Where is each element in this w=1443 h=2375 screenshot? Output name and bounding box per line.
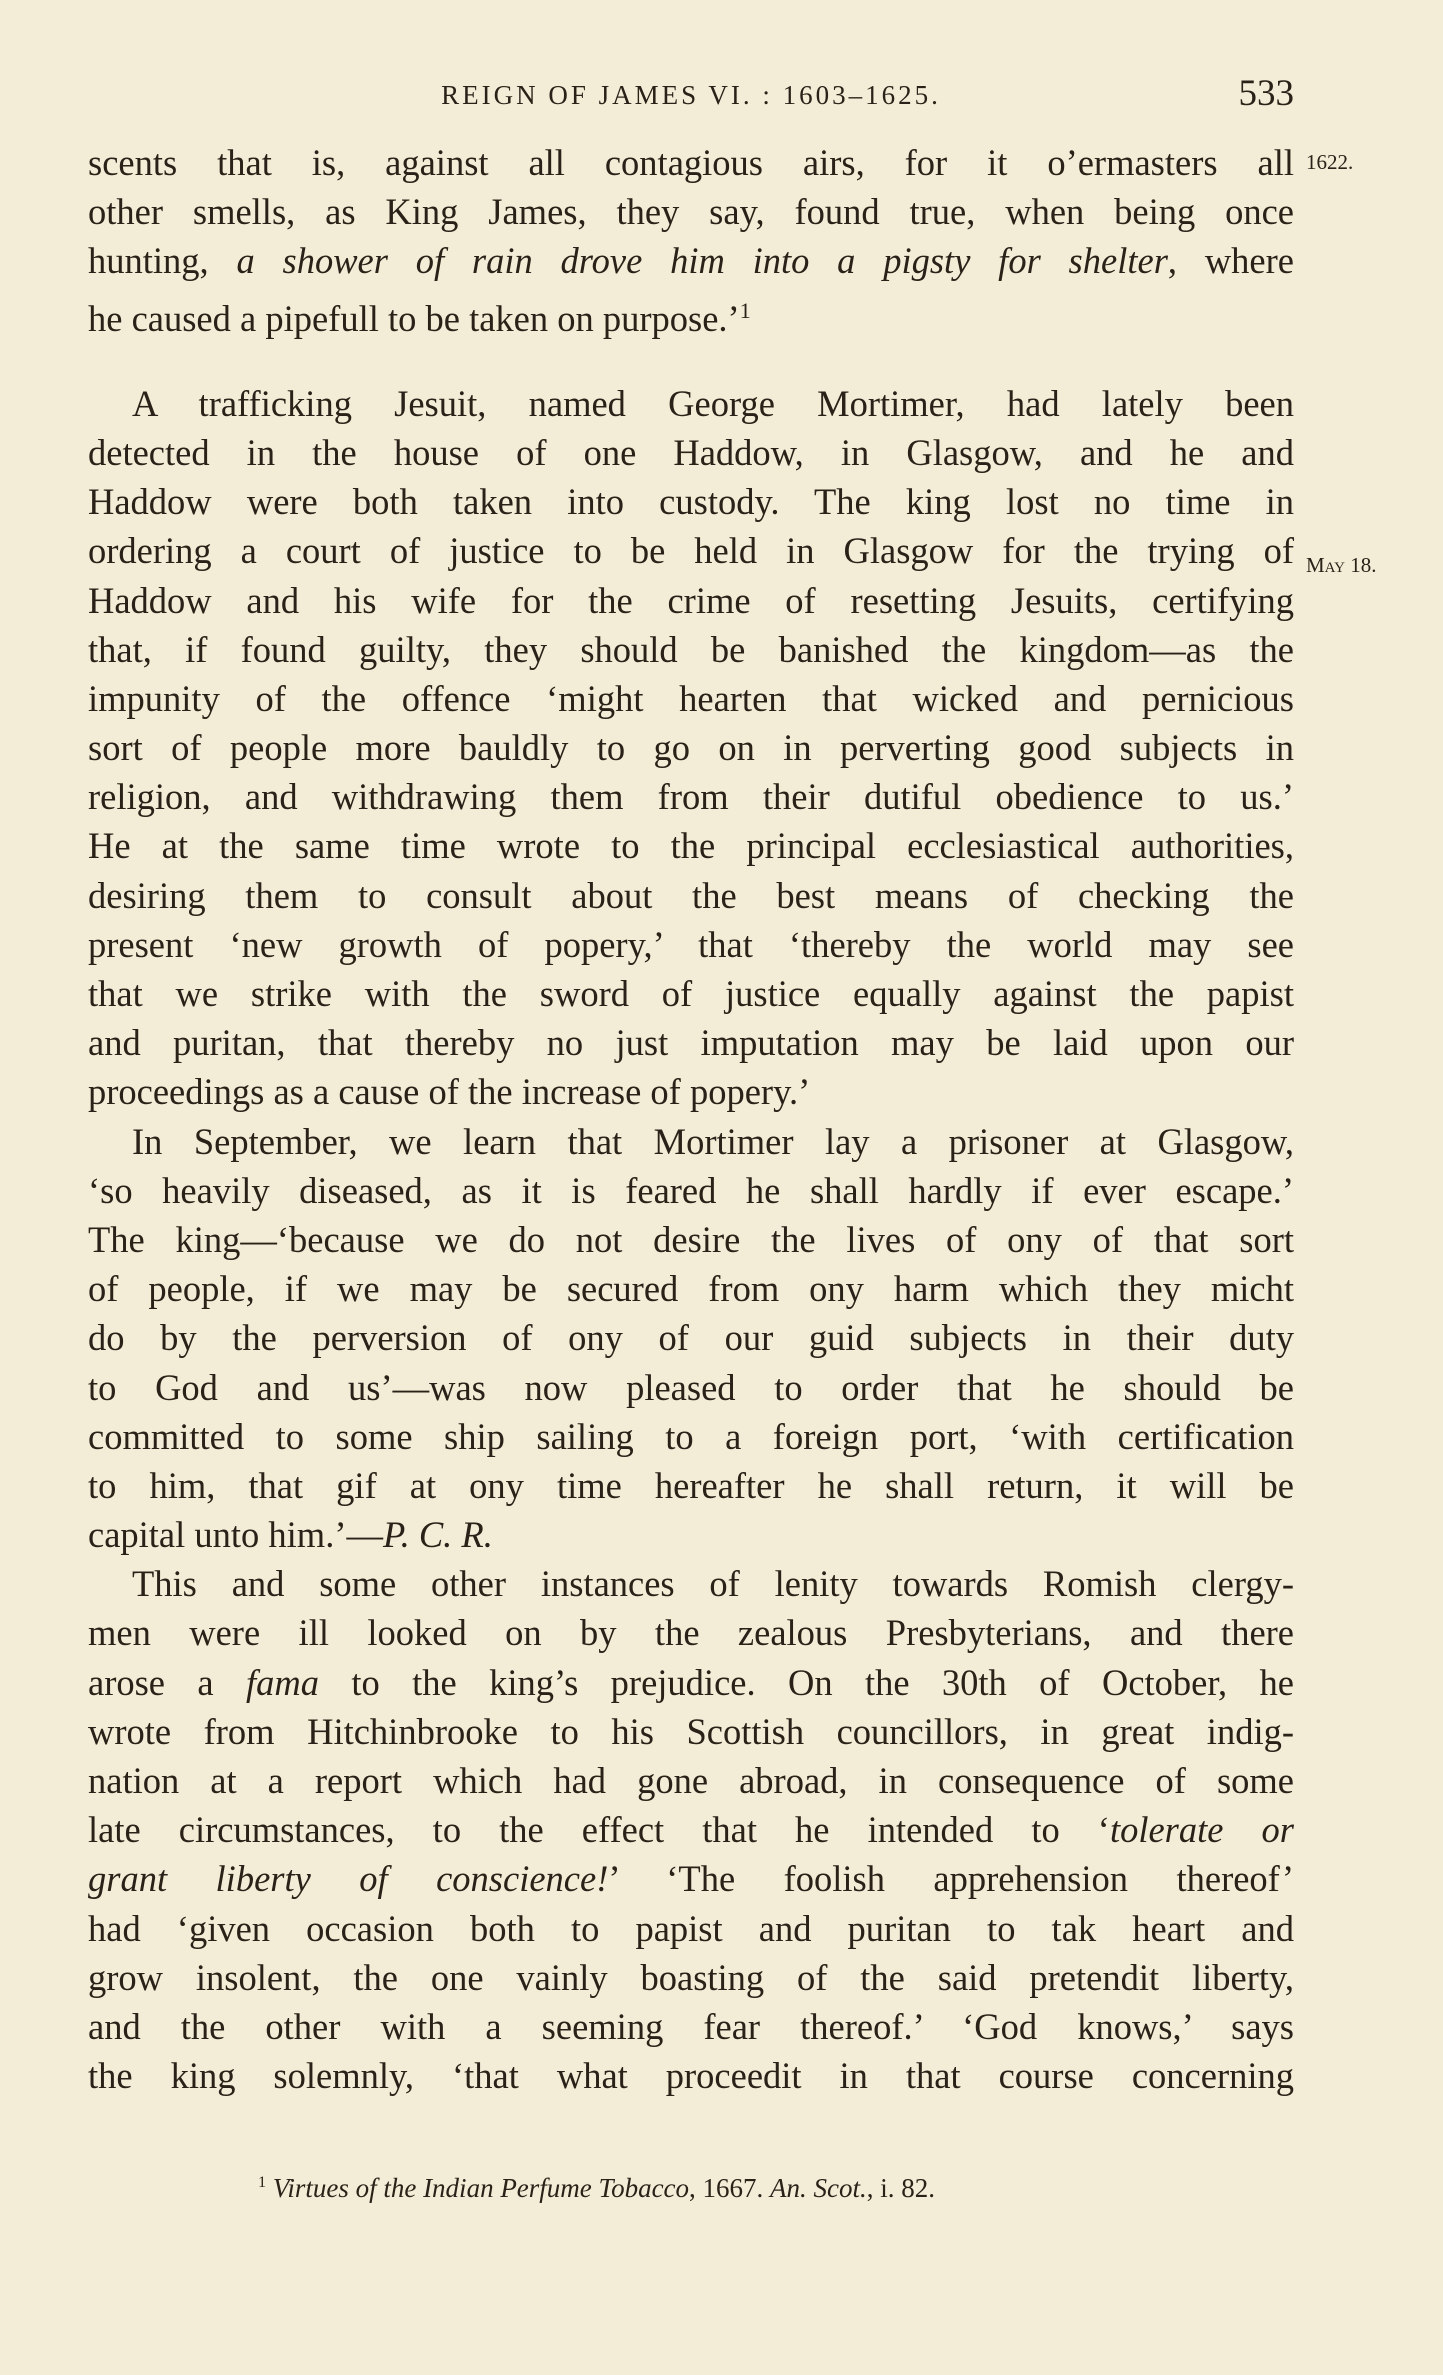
text-line-italic-phrase: late circumstances, to the effect that he intended to ‘tolerate or: [88, 1809, 1294, 1851]
text-line: to God and us’—was now pleased to order that he should be: [88, 1366, 1294, 1408]
text-line: Haddow and his wife for the crime of resetting Jesuits, certifying: [88, 579, 1294, 621]
page-number: 533: [1238, 73, 1294, 114]
margin-note-date: May 18.: [1306, 553, 1377, 577]
text-line-italic-phrase: hunting, a shower of rain drove him into a pigsty for shelter, where: [88, 240, 1294, 282]
text-line: ‘so heavily diseased, as it is feared he shall hardly if ever escape.’: [88, 1169, 1294, 1211]
footnote-text: Virtues of the Indian Perfume Tobacco, 1667. An. Scot., i. 82.: [272, 2173, 936, 2203]
running-title: REIGN OF JAMES VI. : 1603–1625.: [441, 80, 941, 110]
text-line-content: he caused a pipefull to be taken on purpose.’: [88, 297, 740, 339]
text-line: [88, 286, 1294, 339]
text-line-italic-phrase: arose a fama to the king’s prejudice. On the 30th of October, he: [88, 1661, 1295, 1703]
text-line: that, if found guilty, they should be banished the kingdom—as the: [88, 628, 1294, 670]
text-line: He at the same time wrote to the principal ecclesiastical authorities,: [88, 825, 1294, 867]
text-line: men were ill looked on by the zealous Presbyterians, and there: [88, 1612, 1294, 1654]
footnote-area: [88, 2173, 1294, 2204]
text-line: that we strike with the sword of justice equally against the papist: [88, 973, 1294, 1014]
text-line: In September, we learn that Mortimer lay a prisoner at Glasgow,: [132, 1120, 1294, 1162]
text-line: committed to some ship sailing to a foreign port, ‘with certification: [88, 1415, 1294, 1457]
text-line-italic-phrase: grant liberty of conscience!’ ‘The foolish apprehension thereof’: [88, 1858, 1294, 1900]
italic-phrase: fama: [245, 1661, 319, 1703]
italic-phrase: An. Scot.: [770, 2173, 867, 2203]
text-line: nation at a report which had gone abroad, in consequence of some: [88, 1760, 1294, 1801]
paragraph-gap: [88, 335, 1294, 379]
footnote: [88, 2173, 1294, 2204]
italic-phrase: a shower of rain drove him into a pigsty for shelter: [236, 240, 1168, 282]
italic-phrase: tolerate or: [1109, 1809, 1294, 1851]
text-line: wrote from Hitchinbrooke to his Scottish councillors, in great indig-: [88, 1710, 1294, 1752]
text-line: do by the perversion of ony of our guid subjects in their duty: [88, 1317, 1294, 1359]
italic-phrase: Virtues of the Indian Perfume Tobacco: [272, 2173, 690, 2203]
italic-phrase: P. C. R.: [382, 1514, 493, 1556]
footnote-ref: 1: [739, 297, 751, 323]
text-line: other smells, as King James, they say, found true, when being once: [88, 191, 1294, 233]
text-line: grow insolent, the one vainly boasting of the said pretendit liberty,: [88, 1956, 1294, 1998]
text-line: present ‘new growth of popery,’ that ‘thereby the world may see: [88, 923, 1294, 965]
text-line: to him, that gif at ony time hereafter he shall return, it will be: [88, 1464, 1294, 1506]
text-line: of people, if we may be secured from ony harm which they micht: [88, 1268, 1294, 1310]
text-line: religion, and withdrawing them from their dutiful obedience to us.’: [88, 776, 1294, 818]
text-line: and puritan, that thereby no just imputation may be laid upon our: [88, 1022, 1294, 1064]
text-line: proceedings as a cause of the increase of popery.’: [88, 1071, 811, 1113]
text-line: The king—‘because we do not desire the lives of ony of that sort: [88, 1218, 1294, 1260]
text-line: the king solemnly, ‘that what proceedit in that course concerning: [88, 2055, 1294, 2097]
text-line: had ‘given occasion both to papist and puritan to tak heart and: [88, 1907, 1294, 1949]
text-line: Haddow were both taken into custody. The king lost no time in: [88, 481, 1294, 523]
margin-note-year: 1622.: [1306, 150, 1354, 174]
footnote-marker: 1: [258, 2173, 267, 2191]
text-line-with-citation: capital unto him.’—P. C. R.: [88, 1514, 493, 1556]
text-line: A trafficking Jesuit, named George Mortimer, had lately been: [132, 382, 1294, 424]
italic-phrase: grant liberty of conscience!: [88, 1858, 609, 1900]
body-text: [88, 138, 1294, 2100]
text-line: ordering a court of justice to be held in Glasgow for the trying of: [88, 530, 1294, 572]
text-line: and the other with a seeming fear thereof.’ ‘God knows,’ says: [88, 2005, 1294, 2047]
text-line: scents that is, against all contagious airs, for it o’ermasters all: [88, 142, 1294, 183]
running-head: [88, 72, 1294, 122]
text-line: desiring them to consult about the best means of checking the: [88, 874, 1294, 916]
text-line: impunity of the offence ‘might hearten that wicked and pernicious: [88, 677, 1294, 719]
text-line: detected in the house of one Haddow, in Glasgow, and he and: [88, 431, 1294, 473]
text-line: This and some other instances of lenity towards Romish clergy-: [132, 1563, 1294, 1605]
text-line: sort of people more bauldly to go on in perverting good subjects in: [88, 727, 1294, 769]
